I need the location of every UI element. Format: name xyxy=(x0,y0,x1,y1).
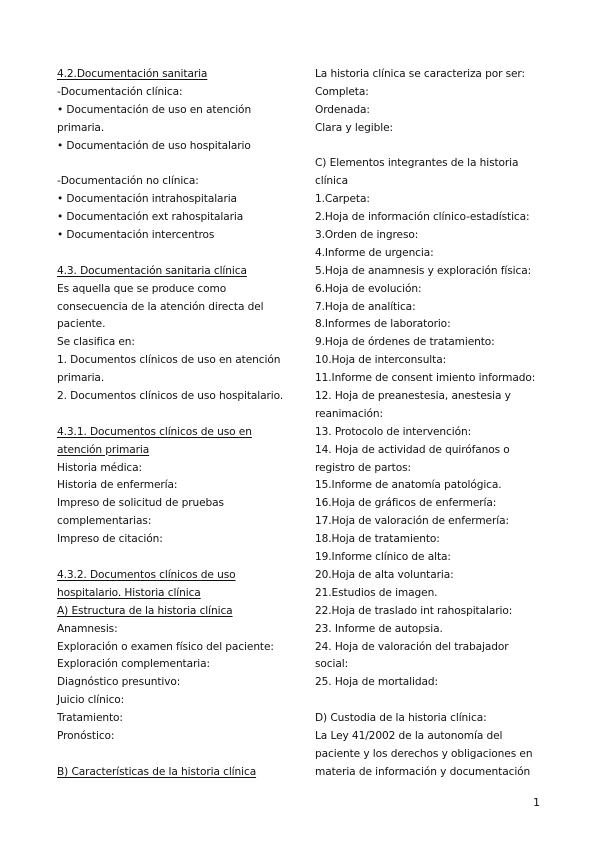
text-line: Tratamiento: xyxy=(57,712,123,725)
text-line: clínica xyxy=(315,175,348,188)
text-line: 9.Hoja de órdenes de tratamiento: xyxy=(315,336,495,349)
text-line: 16.Hoja de gráficos de enfermería: xyxy=(315,497,497,510)
text-line: Ordenada: xyxy=(315,103,370,116)
text-line: Pronóstico: xyxy=(57,729,115,742)
text-line: consecuencia de la atención directa del xyxy=(57,300,264,313)
text-line: • Documentación intrahospitalaria xyxy=(57,193,237,206)
text-line: 23. Informe de autopsia. xyxy=(315,622,443,635)
text-line: • Documentación intercentros xyxy=(57,229,215,242)
text-line: 25. Hoja de mortalidad: xyxy=(315,676,438,689)
text-line: 2. Documentos clínicos de uso hospitalario. xyxy=(57,390,284,403)
text-line: Es aquella que se produce como xyxy=(57,282,227,295)
text-line: Historia médica: xyxy=(57,461,143,474)
text-line: 13. Protocolo de intervención: xyxy=(315,425,472,438)
text-line: Historia de enfermería: xyxy=(57,479,178,492)
blank-line xyxy=(57,746,302,764)
right-column xyxy=(315,66,560,782)
text-line: 6.Hoja de evolución: xyxy=(315,282,422,295)
text-line: 4.3.1. Documentos clínicos de uso en xyxy=(57,425,252,438)
text-line: Clara y legible: xyxy=(315,121,393,134)
page-number: 1 xyxy=(533,796,540,809)
blank-line xyxy=(57,406,302,424)
text-line: 11.Informe de consent imiento informado: xyxy=(315,372,536,385)
text-line: • Documentación ext rahospitalaria xyxy=(57,211,244,224)
text-line: 1. Documentos clínicos de uso en atención xyxy=(57,354,281,367)
text-line: C) Elementos integrantes de la historia xyxy=(315,157,519,170)
text-line: 17.Hoja de valoración de enfermería: xyxy=(315,515,509,528)
text-line: 8.Informes de laboratorio: xyxy=(315,318,451,331)
text-line: hospitalario. Historia clínica xyxy=(57,586,201,599)
text-line: complementarias: xyxy=(57,515,152,528)
text-line: 7.Hoja de analítica: xyxy=(315,300,416,313)
text-line: Impreso de solicitud de pruebas xyxy=(57,497,224,510)
text-line: Se clasifica en: xyxy=(57,336,135,349)
blank-line xyxy=(57,245,302,263)
text-line: 10.Hoja de interconsulta: xyxy=(315,354,447,367)
blank-line xyxy=(315,138,560,156)
text-line: primaria. xyxy=(57,372,105,385)
text-line: registro de partos: xyxy=(315,461,411,474)
text-line: 19.Informe clínico de alta: xyxy=(315,551,451,564)
text-line: 24. Hoja de valoración del trabajador xyxy=(315,640,509,653)
text-line: 21.Estudios de imagen. xyxy=(315,586,438,599)
text-line: materia de información y documentación xyxy=(315,765,531,778)
text-line: 2.Hoja de información clínico-estadística: xyxy=(315,211,530,224)
text-line: A) Estructura de la historia clínica xyxy=(57,604,233,617)
text-line: 4.3. Documentación sanitaria clínica xyxy=(57,264,247,277)
text-line: social: xyxy=(315,658,349,671)
text-line: 15.Informe de anatomía patológica. xyxy=(315,479,502,492)
text-line: Completa: xyxy=(315,85,369,98)
text-line: 22.Hoja de traslado int rahospitalario: xyxy=(315,604,513,617)
blank-line xyxy=(315,692,560,710)
text-line: 4.Informe de urgencia: xyxy=(315,246,434,259)
text-line: 18.Hoja de tratamiento: xyxy=(315,533,440,546)
text-line: Exploración o examen físico del paciente: xyxy=(57,640,274,653)
text-line: • Documentación de uso en atención xyxy=(57,103,252,116)
text-line: 20.Hoja de alta voluntaria: xyxy=(315,568,454,581)
text-line: 4.3.2. Documentos clínicos de uso xyxy=(57,568,236,581)
text-line: primaria. xyxy=(57,121,105,134)
text-line: Anamnesis: xyxy=(57,622,118,635)
text-line: -Documentación no clínica: xyxy=(57,175,199,188)
text-line: 14. Hoja de actividad de quirófanos o xyxy=(315,443,510,456)
text-line: atención primaria xyxy=(57,443,150,456)
text-line: Juicio clínico: xyxy=(57,694,125,707)
text-line: 1.Carpeta: xyxy=(315,193,370,206)
text-line: Diagnóstico presuntivo: xyxy=(57,676,181,689)
text-line: Impreso de citación: xyxy=(57,533,163,546)
text-line: B) Características de la historia clínica xyxy=(57,765,257,778)
text-line: reanimación: xyxy=(315,407,383,420)
text-line: -Documentación clínica: xyxy=(57,85,183,98)
text-line: • Documentación de uso hospitalario xyxy=(57,139,251,152)
text-line: paciente y los derechos y obligaciones en xyxy=(315,747,533,760)
left-column xyxy=(57,66,302,782)
text-line: La Ley 41/2002 de la autonomía del xyxy=(315,729,503,742)
text-line: paciente. xyxy=(57,318,106,331)
text-line: La historia clínica se caracteriza por ser: xyxy=(315,68,525,80)
text-line: D) Custodia de la historia clínica: xyxy=(315,712,487,725)
text-line: 3.Orden de ingreso: xyxy=(315,229,419,242)
text-line: Exploración complementaria: xyxy=(57,658,210,671)
text-line: 5.Hoja de anamnesis y exploración física: xyxy=(315,264,532,277)
text-line: 4.2.Documentación sanitaria xyxy=(57,68,208,80)
text-line: 12. Hoja de preanestesia, anestesia y xyxy=(315,390,511,403)
blank-line xyxy=(57,549,302,567)
blank-line xyxy=(57,155,302,173)
